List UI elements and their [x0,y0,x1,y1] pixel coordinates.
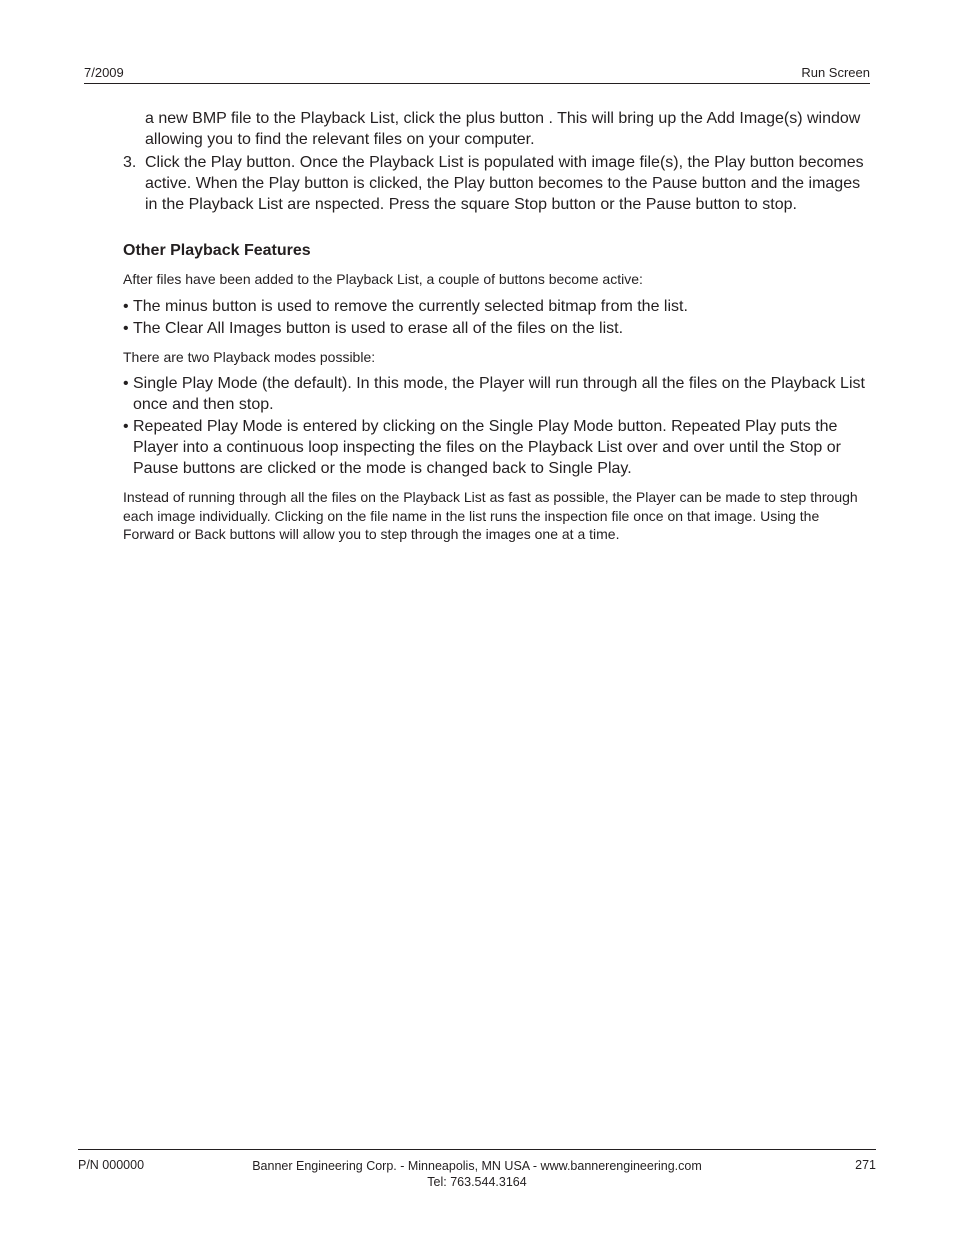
intro-paragraph-1: After files have been added to the Playback List, a couple of buttons become active: [123,271,643,287]
page-number: 271 [855,1158,876,1172]
continuation-paragraph: a new BMP file to the Playback List, click the plus button . This will bring up the Add Image(s) window allowing you to find the relevant files on your computer. [145,110,861,148]
list-item-text: Single Play Mode (the default). In this mode, the Player will run through all the files on the Playback List once and then stop. [133,375,865,413]
bullet-marker: • [123,319,129,337]
page-content [123,108,873,544]
list-item [123,416,873,479]
list-item [123,373,873,415]
bullet-list-buttons [123,296,873,339]
intro-paragraph-2: There are two Playback modes possible: [123,348,376,365]
bullet-marker: • [123,297,129,315]
step-number: 3. [123,154,137,171]
header-date: 7/2009 [84,65,124,80]
list-item [123,318,873,339]
list-item-text: The Clear All Images button is used to erase all of the files on the list. [133,319,624,337]
bullet-marker: • [123,418,129,435]
page-header [84,62,870,84]
list-item-text: Repeated Play Mode is entered by clicking on the Single Play Mode button. Repeated Play puts the Player into a continuous loop inspecting the files on the Playback List over and over until the Stop or Pause buttons are clicked or the mode is changed back to Single Play. [133,418,841,477]
list-item [123,296,873,317]
closing-paragraph: Instead of running through all the files on the Playback List as fast as possible, the Player can be made to step through each image individually. Clicking on the file name in the list runs the inspection file once on that image. Using the Forward or Back buttons will allow you to step through the images one at a time. [123,489,858,542]
footer-part-number: P/N 000000 [78,1158,145,1172]
bullet-list-modes [123,373,873,479]
header-section-title: Run Screen [801,65,870,80]
step-text: Click the Play button. Once the Playback List is populated with image file(s), the Play button becomes active. When the Play button is clicked, the Play button becomes to the Pause button and the images in the Playback List are nspected. Press the square Stop button or the Pause button to stop. [145,154,864,213]
footer-company: Banner Engineering Corp. - Minneapolis, MN USA - www.bannerengineering.com [252,1159,702,1173]
footer-telephone: Tel: 763.544.3164 [427,1175,527,1189]
section-heading: Other Playback Features [123,242,311,259]
step-3 [123,152,873,215]
bullet-marker: • [123,375,129,392]
page-footer [78,1149,876,1189]
footer-company-info [78,1158,876,1190]
list-item-text: The minus button is used to remove the currently selected bitmap from the list. [133,297,688,315]
